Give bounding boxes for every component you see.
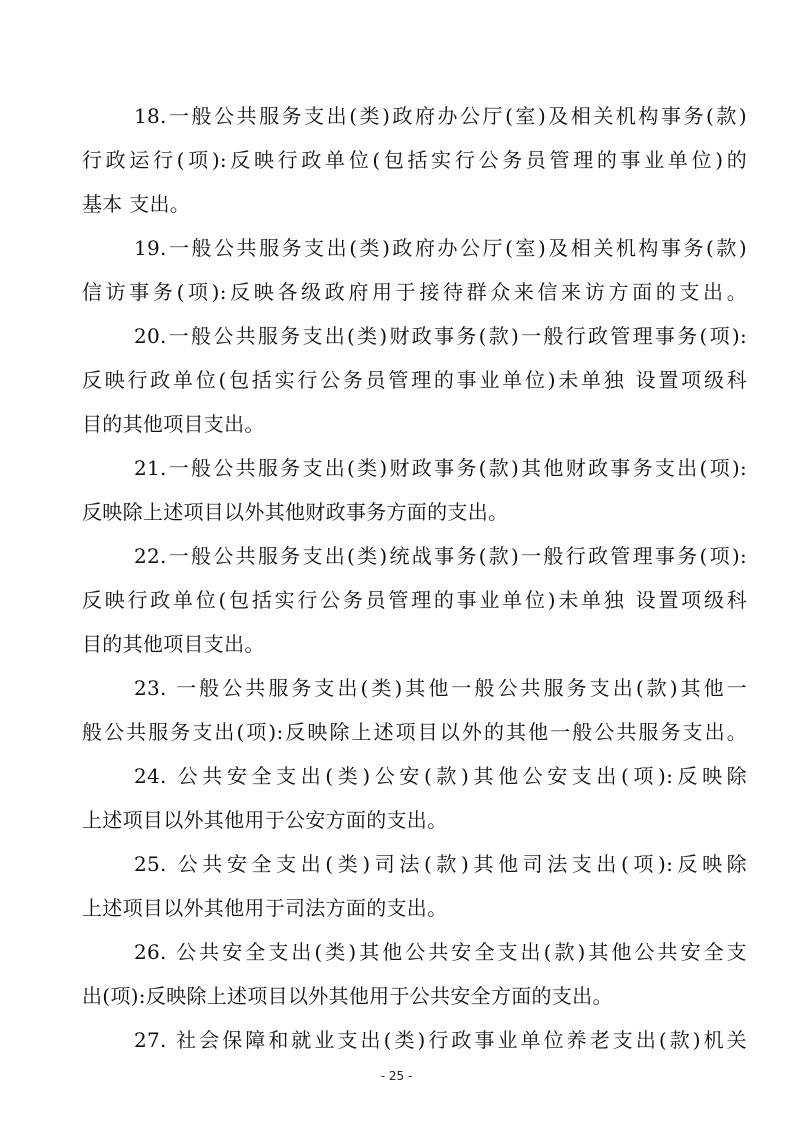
- paragraph-19-line-2: 信访事务(项):反映各级政府用于接待群众来信来访方面的支出。: [82, 280, 747, 304]
- paragraph-26-line-1: 26. 公共安全支出(类)其他公共安全支出(款)其他公共安全支: [134, 940, 747, 964]
- paragraph-23-line-2: 般公共服务支出(项):反映除上述项目以外的其他一般公共服务支出。: [82, 720, 747, 744]
- page-number: - 25 -: [380, 1069, 413, 1083]
- paragraph-22-line-1: 22.一般公共服务支出(类)统战事务(款)一般行政管理事务(项):: [134, 544, 747, 568]
- paragraph-22-line-2: 反映行政单位(包括实行公务员管理的事业单位)未单独 设置项级科: [82, 588, 747, 612]
- paragraph-19-line-1: 19.一般公共服务支出(类)政府办公厅(室)及相关机构事务(款): [134, 236, 747, 260]
- paragraph-21-line-1: 21.一般公共服务支出(类)财政事务(款)其他财政事务支出(项):: [134, 456, 747, 480]
- paragraph-18-line-3: 基本 支出。: [82, 192, 191, 216]
- paragraph-27-line-1: 27. 社会保障和就业支出(类)行政事业单位养老支出(款)机关: [134, 1028, 747, 1052]
- paragraph-20-line-2: 反映行政单位(包括实行公务员管理的事业单位)未单独 设置项级科: [82, 368, 747, 392]
- paragraph-18-line-2: 行政运行(项):反映行政单位(包括实行公务员管理的事业单位)的: [82, 148, 747, 172]
- paragraph-25-line-2: 上述项目以外其他用于司法方面的支出。: [82, 896, 448, 920]
- paragraph-21-line-2: 反映除上述项目以外其他财政事务方面的支出。: [82, 500, 509, 524]
- paragraph-24-line-1: 24. 公共安全支出(类)公安(款)其他公安支出(项):反映除: [134, 764, 747, 788]
- paragraph-23-line-1: 23. 一般公共服务支出(类)其他一般公共服务支出(款)其他一: [134, 676, 747, 700]
- paragraph-18-line-1: 18.一般公共服务支出(类)政府办公厅(室)及相关机构事务(款): [134, 104, 747, 128]
- paragraph-20-line-3: 目的其他项目支出。: [82, 412, 265, 436]
- paragraph-24-line-2: 上述项目以外其他用于公安方面的支出。: [82, 808, 448, 832]
- paragraph-20-line-1: 20.一般公共服务支出(类)财政事务(款)一般行政管理事务(项):: [134, 324, 747, 348]
- paragraph-22-line-3: 目的其他项目支出。: [82, 632, 265, 656]
- paragraph-25-line-1: 25. 公共安全支出(类)司法(款)其他司法支出(项):反映除: [134, 852, 747, 876]
- paragraph-26-line-2: 出(项):反映除上述项目以外其他用于公共安全方面的支出。: [82, 984, 613, 1008]
